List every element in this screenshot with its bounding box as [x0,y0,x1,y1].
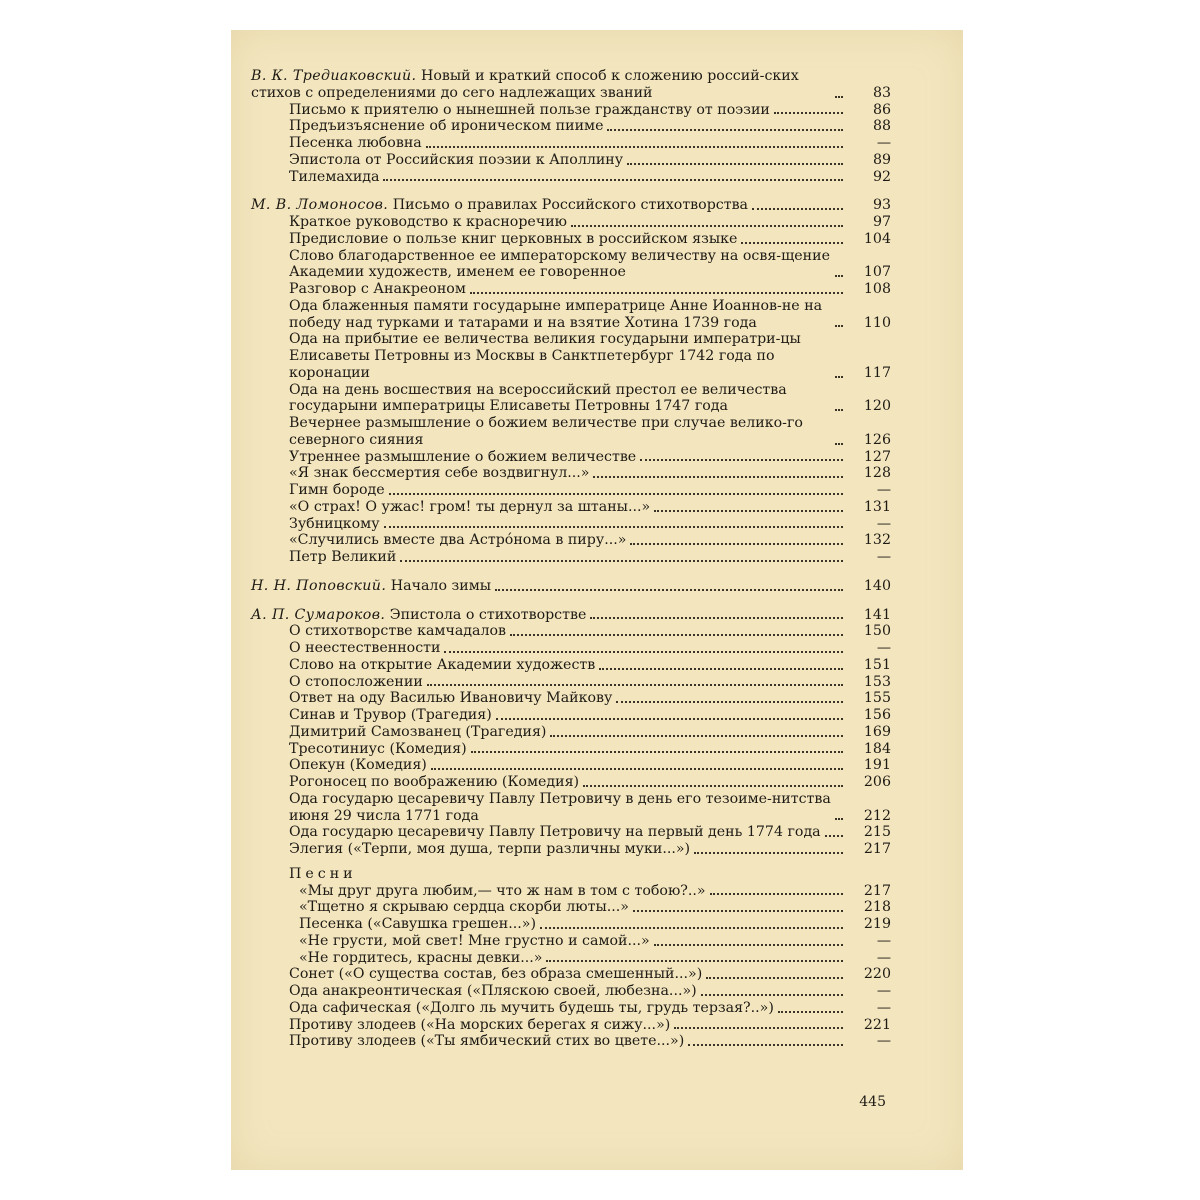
entry-title: «Случились вместе два Астрóнома в пиру...» [289,532,627,549]
table-of-contents [251,68,891,1062]
entry-page: 93 [872,197,891,214]
toc-entry [251,102,891,119]
entry-title: Предисловие о пользе книг церковных в российском языке [289,230,738,247]
dot-leader [835,409,843,411]
entry-page: 153 [863,673,891,690]
entry-title: Гимн бороде [289,482,385,498]
author-name: М. В. Ломоносов. [251,197,389,214]
entry-title: Новый и краткий способ к сложению россий-ских стихов с определениями до сего надлежащих званий [251,68,799,101]
entry-title: Петр Великий [289,549,397,565]
entry-page: 219 [863,916,891,932]
entry-title: Вечернее размышление о божием величестве при случае велико-го северного сияния [289,415,803,448]
dot-leader [583,785,843,787]
toc-entry [251,657,891,674]
entry-title: «Не гордитесь, красны девки...» [299,949,543,966]
entry-page: 156 [863,707,891,723]
dot-leader [706,977,843,979]
entry-title: «Тщетно я скрываю сердца скорби люты...» [299,899,629,916]
dot-leader [540,927,843,929]
toc-entry [251,707,891,724]
entry-page: 191 [863,757,891,774]
dot-leader [825,835,843,837]
dot-leader [752,208,843,210]
entry-page: 128 [863,465,891,482]
entry-title: Разговор с Анакреоном [289,281,466,297]
entry-page: 217 [863,882,891,899]
entry-title: Противу злодеев («На морских берегах я сижу...») [289,1016,671,1033]
dot-leader [383,179,843,181]
entry-page: 220 [863,966,891,983]
entry-title: Ода анакреонтическая («Пляскою своей, любезна...») [289,983,697,999]
toc-entry [251,152,891,169]
entry-page: 218 [863,899,891,916]
toc-entry [251,118,891,135]
entry-page: 92 [872,168,891,185]
entry-title: Элегия («Терпи, моя душа, терпи различны муки...») [289,841,691,857]
dot-leader [593,476,843,478]
toc-entry [251,499,891,516]
dot-leader [546,960,843,962]
entry-title: Утреннее размышление о божием величестве [289,448,637,465]
author-name: Н. Н. Поповский. [251,577,387,594]
toc-entry [251,449,891,466]
entry-title: Синав и Трувор (Трагедия) [289,707,492,723]
entry-title: Ода на прибытие ее величества великия государыни императри-цы Елисаветы Петровны из Москвы в Санктпетербург 1742 года по коронации [289,331,801,381]
dot-leader [835,376,843,378]
toc-entry [251,281,891,298]
toc-entry [251,331,891,381]
dot-leader [640,459,843,461]
dot-leader [571,225,843,227]
entry-page: — [876,482,891,498]
entry-title: О стопосложении [289,673,423,690]
toc-entry [251,135,891,152]
toc-entry [251,791,891,825]
entry-page: 155 [863,690,891,707]
entry-title: Противу злодеев («Ты ямбический стих во цвете...») [289,1033,685,1050]
dot-leader [835,96,843,98]
entry-page: 131 [863,498,891,515]
entry-page: 206 [863,774,891,790]
entry-page: 83 [872,84,891,101]
toc-section [251,607,891,1051]
dot-leader [470,292,843,294]
dot-leader [701,994,843,996]
entry-title: Эпистола о стихотворстве [389,606,587,623]
entry-page: 127 [863,448,891,465]
entry-page: 184 [863,740,891,757]
entry-title: «О страх! О ужас! гром! ты дернул за штаны...» [289,498,651,515]
entry-title: Ответ на оду Василью Ивановичу Майкову [289,690,613,707]
toc-entry [251,214,891,231]
dot-leader [630,543,843,545]
toc-entry [251,674,891,691]
dot-leader [427,684,843,686]
entry-title: О неестественности [289,640,441,656]
dot-leader [741,242,843,244]
toc-section [251,68,891,185]
dot-leader [550,735,843,737]
entry-page: 126 [863,431,891,448]
author-name: А. П. Сумароков. [251,606,386,623]
entry-title: Краткое руководство к красноречию [289,214,568,230]
dot-leader [654,944,843,946]
entry-page: 89 [872,151,891,168]
toc-entry [251,724,891,741]
toc-entry [251,382,891,416]
entry-page: 132 [863,532,891,549]
dot-leader [384,526,843,528]
dot-leader [495,589,843,591]
entry-page: 151 [863,656,891,673]
entry-page: — [876,135,891,151]
entry-page: 221 [863,1016,891,1033]
toc-entry [251,741,891,758]
dot-leader [607,129,843,131]
entry-page: 140 [863,577,891,594]
dot-leader [694,852,843,854]
entry-title: Песенка любовна [289,135,422,151]
dot-leader [774,112,843,114]
entry-title: Песенка («Савушка грешен...») [299,916,536,932]
entry-title: Рогоносец по воображению (Комедия) [289,774,580,790]
entry-title: Предъизъяснение об ироническом пииме [289,118,604,135]
toc-entry [251,824,891,841]
entry-page: — [876,932,891,949]
toc-entry [251,549,891,566]
entry-title: Тилемахида [289,168,380,185]
toc-entry [251,68,891,102]
dot-leader [599,668,843,670]
toc-entry [251,916,891,933]
toc-entry [251,983,891,1000]
toc-entry [251,933,891,950]
entry-page: 117 [863,364,891,381]
entry-page: 110 [863,314,891,331]
page-number: 445 [859,1094,886,1110]
toc-section [251,197,891,566]
entry-title: Начало зимы [390,577,492,594]
entry-title: Письмо о правилах Российского стихотворства [392,197,749,214]
toc-entry [251,899,891,916]
dot-leader [778,1011,843,1013]
toc-entry [251,1033,891,1050]
toc-entry [251,415,891,449]
toc-entry [251,950,891,967]
entry-title: О стихотворстве камчадалов [289,623,507,640]
dot-leader [426,146,843,148]
entry-title: Ода государю цесаревичу Павлу Петровичу в день его тезоиме-нитства июня 29 числа 1771 года [289,790,831,824]
dot-leader [835,325,843,327]
dot-leader [627,163,843,165]
entry-title: «Я знак бессмертия себе воздвигнул...» [289,465,590,482]
entry-page: 107 [863,264,891,281]
toc-section [251,578,891,595]
entry-page: — [876,949,891,966]
toc-entry [251,465,891,482]
toc-entry [251,841,891,858]
entry-title: Слово на открытие Академии художеств [289,656,596,673]
dot-leader [654,510,843,512]
toc-entry [251,532,891,549]
entry-title: Опекун (Комедия) [289,757,427,774]
entry-page: 141 [863,606,891,623]
entry-title: Зубницкому [289,515,380,532]
toc-entry [251,623,891,640]
entry-title: Сонет («О существа состав, без образа смешенный...») [289,966,703,983]
entry-page: 212 [863,807,891,824]
entry-page: 97 [872,214,891,230]
entry-page: 88 [872,118,891,135]
toc-entry [251,1017,891,1034]
dot-leader [400,560,843,562]
toc-entry [251,757,891,774]
toc-entry [251,774,891,791]
entry-page: — [876,549,891,565]
dot-leader [688,1044,843,1046]
dot-leader [710,893,843,895]
entry-page: — [876,983,891,999]
toc-entry [251,197,891,214]
entry-page: 215 [863,824,891,841]
dot-leader [835,443,843,445]
entry-page: 86 [872,101,891,118]
author-name: В. К. Тредиаковский. [251,68,417,84]
entry-title: Димитрий Самозванец (Трагедия) [289,723,547,740]
entry-title: «Мы друг друга любим,— что ж нам в том с тобою?..» [299,882,706,899]
entry-page: 217 [863,841,891,857]
entry-page: 150 [863,623,891,640]
dot-leader [510,634,843,636]
entry-title: «Не грусти, мой свет! Мне грустно и самой...» [299,932,650,949]
toc-entry [251,966,891,983]
entry-page: — [876,999,891,1016]
toc-entry [251,248,891,282]
dot-leader [835,818,843,820]
dot-leader [471,751,843,753]
entry-title: Слово благодарственное ее императорскому величеству на освя-щение Академии художеств, именем ее говоренное [289,247,830,281]
entry-page: 169 [863,723,891,740]
toc-entry [251,231,891,248]
subsection-heading: Песни [289,865,357,882]
book-page [231,30,963,1170]
dot-leader [496,718,843,720]
toc-entry [251,298,891,332]
entry-title: Ода блаженныя памяти государыне императрице Анне Иоаннов-не на победу над турками и татарами и на взятие Хотина 1739 года [289,297,823,331]
entry-page: 108 [863,281,891,297]
entry-title: Тресотиниус (Комедия) [289,740,467,757]
entry-page: 120 [863,398,891,415]
toc-entry [251,640,891,657]
dot-leader [633,910,843,912]
toc-entry [251,607,891,624]
entry-page: — [876,1033,891,1050]
dot-leader [590,617,843,619]
entry-title: Ода сафическая («Долго ль мучить будешь ты, грудь терзая?..») [289,999,774,1016]
dot-leader [389,493,843,495]
toc-entry [251,169,891,186]
entry-page: 104 [863,230,891,247]
toc-entry [251,516,891,533]
dot-leader [444,651,843,653]
entry-title: Ода на день восшествия на всероссийский престол ее величества государыни императрицы Елисаветы Петровны 1747 года [289,381,787,415]
toc-entry [251,578,891,595]
toc-entry [251,1000,891,1017]
toc-entry [251,482,891,499]
toc-entry [251,690,891,707]
dot-leader [616,701,843,703]
entry-page: — [876,640,891,656]
entry-title: Эпистола от Российския поэзии к Аполлину [289,151,624,168]
entry-title: Ода государю цесаревичу Павлу Петровичу на первый день 1774 года [289,824,821,841]
dot-leader [674,1027,843,1029]
entry-title: Письмо к приятелю о нынешней пользе гражданству от поэзии [289,101,770,118]
dot-leader [431,768,843,770]
toc-entry [251,883,891,900]
dot-leader [835,275,843,277]
entry-page: — [876,515,891,532]
